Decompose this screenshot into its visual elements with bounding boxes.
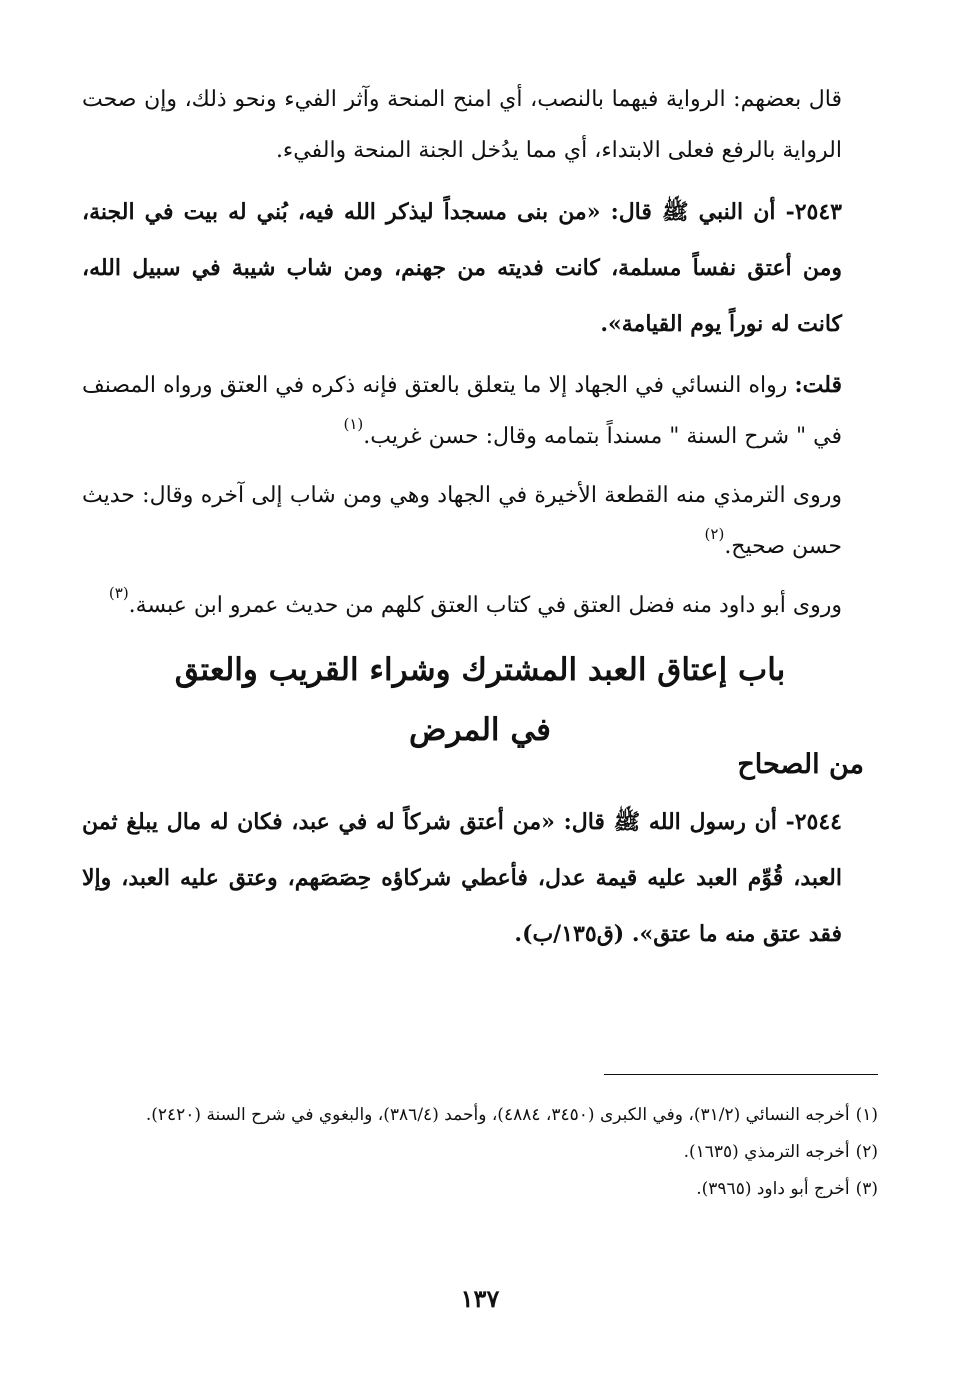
hadith-number: ٢٥٤٤- (785, 809, 842, 835)
footnote-2 (82, 1137, 878, 1168)
abudawud-paragraph (82, 580, 878, 631)
footnote-text: أخرج أبو داود (٣٩٦٥). (696, 1179, 850, 1199)
qultu-label: قلت: (794, 372, 842, 398)
qultu-paragraph (82, 360, 878, 462)
hadith-2543 (82, 184, 878, 352)
hadith-text: أن النبي ﷺ قال: «من بنى مسجداً ليذكر الله فيه، بُني له بيت في الجنة، ومن أعتق نفساً مسلمة، كانت فديته من جهنم، ومن شاب شيبة في سبيل الله، كانت له نوراً يوم القيامة». (82, 199, 842, 337)
chapter-title: باب إعتاق العبد المشترك وشراء القريب والعتق في المرض (174, 652, 786, 748)
qultu-text: رواه النسائي في الجهاد إلا ما يتعلق بالعتق فإنه ذكره في العتق ورواه المصنف في " شرح السنة " مسنداً بتمامه وقال: حسن غريب. (82, 373, 842, 449)
footnote-text: أخرجه الترمذي (١٦٣٥). (683, 1142, 850, 1162)
abudawud-text: وروى أبو داود منه فضل العتق في كتاب العتق كلهم من حديث عمرو ابن عبسة. (128, 593, 842, 618)
footnote-number: (٣) (855, 1179, 878, 1199)
footnote-number: (١) (855, 1105, 878, 1125)
footnote-number: (٢) (855, 1142, 878, 1162)
commentary-text: قال بعضهم: الرواية فيهما بالنصب، أي امنح المنحة وآثر الفيء ونحو ذلك، وإن صحت الرواية بالرفع فعلى الابتداء، أي مما يدُخل الجنة المنحة والفيء. (82, 87, 842, 163)
footnote-ref-3[interactable]: (٣) (108, 583, 129, 602)
footnote-1 (82, 1100, 878, 1131)
footnote-ref-1[interactable]: (١) (343, 414, 364, 433)
tirmidhi-text: وروى الترمذي منه القطعة الأخيرة في الجهاد وهي ومن شاب إلى آخره وقال: حديث حسن صحيح. (82, 483, 842, 559)
footnotes (82, 1100, 878, 1211)
footnote-3 (82, 1174, 878, 1205)
page-number: ١٣٧ (460, 1284, 500, 1313)
commentary-paragraph (82, 74, 878, 176)
section-title: من الصحاح (737, 749, 864, 780)
hadith-number: ٢٥٤٣- (785, 199, 842, 225)
footnote-text: أخرجه النسائي (٣١/٢)، وفي الكبرى (٣٤٥٠، ٤٨٨٤)، وأحمد (٣٨٦/٤)، والبغوي في شرح السنة (٢٤٢٠). (145, 1105, 850, 1125)
hadith-text: أن رسول الله ﷺ قال: «من أعتق شركاً له في عبد، فكان له مال يبلغ ثمن العبد، قُوِّم العبد عليه قيمة عدل، فأعطي شركاؤه حِصَصَهم، وعتق عليه العبد، وإلا فقد عتق منه ما عتق». (ق١٣٥/ب). (82, 809, 842, 947)
main-text-block (82, 74, 878, 631)
hadith-2544-block (82, 794, 878, 962)
tirmidhi-paragraph (82, 470, 878, 572)
footnote-ref-2[interactable]: (٢) (704, 524, 725, 543)
footnote-divider (604, 1074, 878, 1075)
hadith-2544 (82, 794, 878, 962)
